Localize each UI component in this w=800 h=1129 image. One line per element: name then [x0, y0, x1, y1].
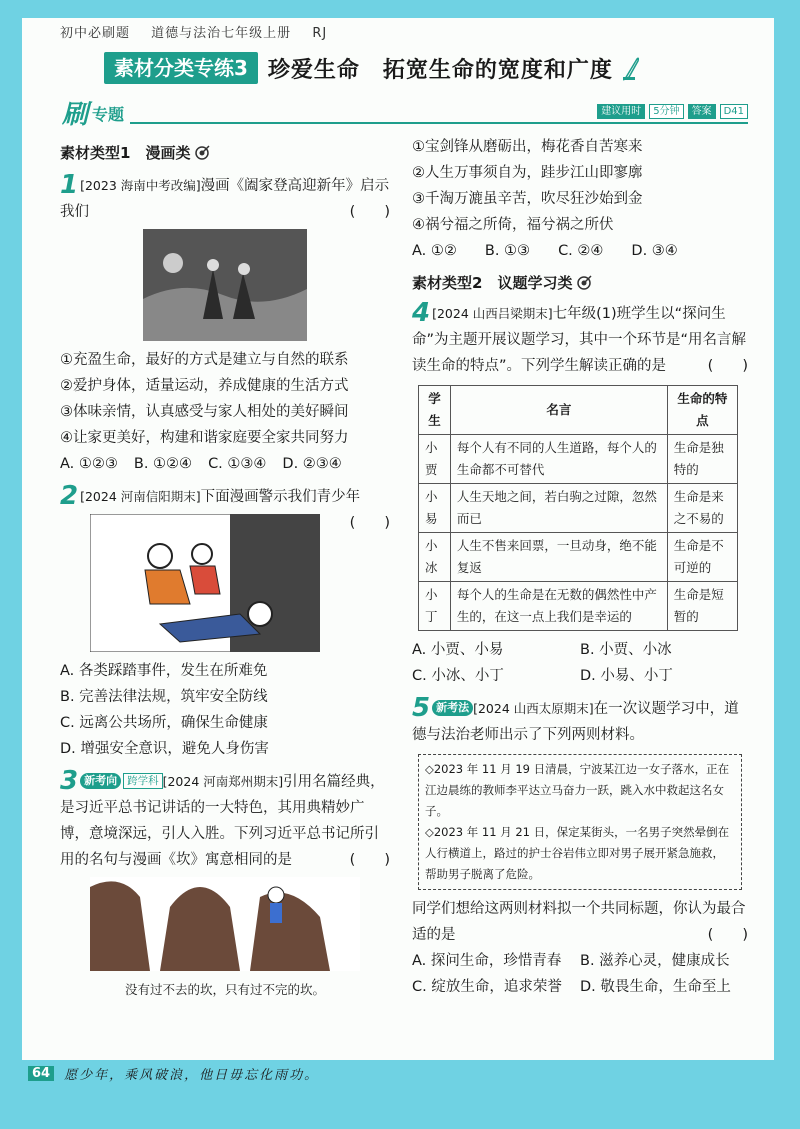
- answer-options: [412, 948, 748, 1000]
- option-c[interactable]: C. 小冰、小丁: [412, 668, 504, 684]
- feature-cell: 生命是短暂的: [667, 582, 737, 631]
- option-b[interactable]: B. 小贾、小冰: [580, 642, 672, 658]
- answer-options: [60, 451, 390, 477]
- question-source: [2023 海南中考改编]: [80, 178, 201, 193]
- table-header-row: [419, 386, 738, 435]
- saying-cell: 人生不售来回票，一旦动身，绝不能复返: [450, 533, 667, 582]
- answer-blank: ( ): [349, 852, 390, 868]
- new-method-badge: 新考法: [432, 700, 473, 716]
- table-row: [419, 484, 738, 533]
- saying-cell: 人生天地之间，若白驹之过隙，忽然而已: [450, 484, 667, 533]
- topic-label: 专题: [92, 105, 125, 124]
- question-stem: 七年级(1)班学生以“探问生命”为主题开展议题学习，其中一个环节是“用名言解读生命的特点”。下列学生解读正确的是: [412, 306, 747, 374]
- question-prompt: 同学们想给这两则材料拟一个共同标题，你认为最合适的是 ( ): [412, 896, 748, 948]
- target-icon: [194, 145, 210, 161]
- materials-box: [418, 754, 742, 890]
- answer-options: [412, 238, 748, 264]
- table-row: [419, 435, 738, 484]
- page-number: 64: [28, 1066, 54, 1081]
- banner-box: 素材分类专练3: [104, 52, 258, 84]
- question-number: 2: [60, 481, 79, 511]
- section-title: 素材类型1 漫画类: [60, 140, 390, 166]
- option-b[interactable]: B. ①②④: [133, 456, 193, 472]
- target-icon: [576, 275, 592, 291]
- topic-meta: [593, 104, 748, 119]
- option-d[interactable]: D. ②③④: [282, 456, 342, 472]
- option-item: ②人生万事须自为，跬步江山即寥廓: [412, 165, 643, 181]
- footer-motto: 愿少年，乘风破浪，他日毋忘化雨功。: [64, 1068, 320, 1083]
- table-row: [419, 582, 738, 631]
- answer-options: [412, 637, 748, 689]
- answer-code: D41: [720, 104, 748, 119]
- option-a[interactable]: A. ①②③: [60, 456, 118, 472]
- comic-family-climb: [143, 229, 307, 341]
- question-source: [2024 河南信阳期末]: [80, 489, 201, 504]
- answer-blank: ( ): [349, 204, 390, 220]
- answer-blank: ( ): [349, 515, 390, 531]
- option-item: ①宝剑锋从磨砺出，梅花香自苦寒来: [412, 139, 643, 155]
- question-2: [60, 481, 390, 531]
- option-b[interactable]: B. 完善法律法规，筑牢安全防线: [60, 689, 268, 705]
- question-stem: 下面漫画警示我们青少年: [200, 489, 361, 505]
- topic-logo: 刷: [62, 100, 89, 130]
- student-cell: 小易: [419, 484, 451, 533]
- question-number: 3: [60, 766, 79, 796]
- question-4: [412, 300, 748, 379]
- material-1: ◇2023 年 11 月 19 日清晨，宁波某江边一女子落水，正在江边晨练的教师李平达立马奋力一跃，跳入水中救起这名女子。: [425, 762, 730, 818]
- option-c[interactable]: C. 远离公共场所，确保生命健康: [60, 715, 268, 731]
- banner-title: 珍爱生命 拓宽生命的宽度和广度: [267, 57, 613, 83]
- student-cell: 小贾: [419, 435, 451, 484]
- option-item: ③千淘万漉虽辛苦，吹尽狂沙始到金: [412, 191, 643, 207]
- quill-icon: [621, 55, 641, 81]
- page-footer: [28, 1064, 319, 1083]
- student-cell: 小冰: [419, 533, 451, 582]
- option-item: ④让家更美好，构建和谐家庭要全家共同努力: [60, 430, 349, 446]
- comic-caption: 没有过不去的坎，只有过不完的坎。: [124, 982, 325, 997]
- time-label: 建议用时: [597, 104, 645, 119]
- new-trend-badge: 新考向: [80, 773, 121, 789]
- question-stem: 在一次议题学习中，道德与法治老师出示了下列两则材料。: [412, 701, 739, 743]
- question-number: 5: [412, 693, 431, 723]
- option-d[interactable]: D. 增强安全意识，避免人身伤害: [60, 741, 269, 757]
- col-saying: 名言: [450, 386, 667, 435]
- feature-cell: 生命是独特的: [667, 435, 737, 484]
- option-item: ④祸兮福之所倚，福兮祸之所伏: [412, 217, 614, 233]
- topic-bar: [62, 98, 748, 130]
- option-c[interactable]: C. ②④: [558, 243, 604, 259]
- option-b[interactable]: B. 滋养心灵，健康成长: [580, 953, 730, 969]
- option-d[interactable]: D. 小易、小丁: [580, 668, 673, 684]
- material-2: ◇2023 年 11 月 21 日，保定某街头，一名男子突然晕倒在人行横道上，路过的护士谷岩伟立即对男子展开紧急施救，帮助男子脱离了危险。: [425, 825, 730, 881]
- option-a[interactable]: A. ①②: [412, 243, 457, 259]
- option-d[interactable]: D. ③④: [631, 243, 678, 259]
- feature-cell: 生命是来之不易的: [667, 484, 737, 533]
- option-d[interactable]: D. 敬畏生命，生命至上: [580, 979, 731, 995]
- sayings-table: [418, 385, 738, 631]
- comic-stampede: [90, 514, 320, 652]
- section-title: 素材类型2 议题学习类: [412, 270, 748, 296]
- option-item: ③体味亲情，认真感受与家人相处的美好瞬间: [60, 404, 349, 420]
- saying-cell: 每个人有不同的人生道路，每个人的生命都不可替代: [450, 435, 667, 484]
- col-feature: 生命的特点: [667, 386, 737, 435]
- table-row: [419, 533, 738, 582]
- option-a[interactable]: A. 各类踩踏事件，发生在所难免: [60, 663, 268, 679]
- right-column: [412, 134, 748, 1000]
- question-1: [60, 172, 390, 225]
- answer-blank: ( ): [707, 358, 748, 374]
- saying-cell: 每个人的生命是在无数的偶然性中产生的，在这一点上我们是幸运的: [450, 582, 667, 631]
- option-b[interactable]: B. ①③: [484, 243, 531, 259]
- option-item: ②爱护身体，适量运动，养成健康的生活方式: [60, 378, 349, 394]
- comic-hurdle: [90, 877, 360, 971]
- student-cell: 小丁: [419, 582, 451, 631]
- question-stem: 引用名篇经典，是习近平总书记讲话的一大特色，其用典精妙广博，意境深远，引人入胜。下列习近平总书记所引用的名句与漫画《坎》寓意相同的是: [60, 774, 385, 868]
- question-number: 1: [60, 170, 79, 200]
- option-a[interactable]: A. 小贾、小易: [412, 642, 504, 658]
- option-c[interactable]: C. 绽放生命，追求荣誉: [412, 979, 562, 995]
- option-a[interactable]: A. 探问生命，珍惜青春: [412, 953, 562, 969]
- time-value: 5分钟: [649, 104, 683, 119]
- question-3: [60, 768, 390, 873]
- feature-cell: 生命是不可逆的: [667, 533, 737, 582]
- divider: [130, 122, 748, 124]
- option-c[interactable]: C. ①③④: [208, 456, 267, 472]
- question-number: 4: [412, 298, 431, 328]
- answer-blank: ( ): [707, 927, 748, 943]
- answer-label: 答案: [688, 104, 716, 119]
- cross-subject-badge: 跨学科: [123, 773, 163, 789]
- question-source: [2024 河南郑州期末]: [162, 774, 284, 789]
- series-name: 初中必刷题: [60, 26, 131, 41]
- question-source: [2024 山西太原期末]: [473, 701, 594, 716]
- question-source: [2024 山西吕梁期末]: [432, 306, 553, 321]
- subject-name: 道德与法治七年级上册: [151, 26, 292, 41]
- section-banner: [104, 52, 641, 84]
- question-5: [412, 695, 748, 748]
- edition: RJ: [312, 26, 328, 41]
- running-header: [60, 22, 343, 41]
- question-stem: 漫画《阖家登高迎新年》启示我们: [60, 178, 390, 220]
- left-column: [60, 140, 390, 1003]
- col-student: 学生: [419, 386, 451, 435]
- option-item: ①充盈生命，最好的方式是建立与自然的联系: [60, 352, 349, 368]
